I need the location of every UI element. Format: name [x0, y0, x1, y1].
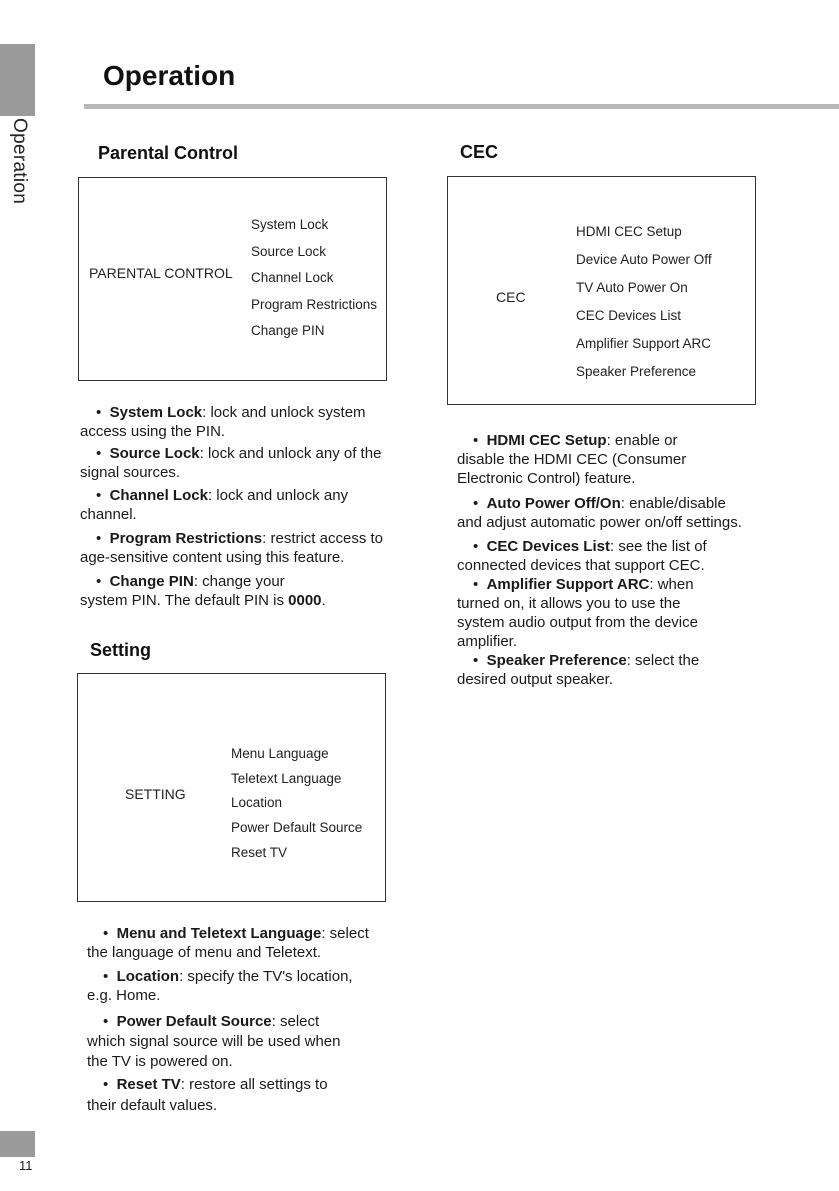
desc-menu-teletext-language: • Menu and Teletext Language: select the language of menu and Teletext. — [87, 925, 369, 961]
setting-menu-box — [77, 673, 386, 902]
setting-menu-list — [231, 742, 362, 866]
desc-term: Speaker Preference — [486, 652, 627, 669]
desc-term: Channel Lock — [109, 487, 208, 504]
desc-system-lock: • System Lock: lock and unlock system access using the PIN. — [80, 404, 366, 440]
desc-amplifier-support-arc: • Amplifier Support ARC: when turned on, it allows you to use the system audio output from the device amplifier. — [457, 576, 698, 650]
menu-item-location: Location — [231, 795, 283, 811]
desc-term: CEC Devices List — [486, 538, 610, 555]
menu-item-amplifier-support-arc: Amplifier Support ARC — [576, 336, 712, 351]
side-tab-marker — [0, 44, 35, 116]
cec-description — [457, 431, 802, 689]
desc-source-lock: • Source Lock: lock and unlock any of the signal sources. — [80, 445, 382, 481]
desc-change-pin: • Change PIN: change your system PIN. The default PIN is 0000. — [80, 573, 326, 609]
menu-item-cec-devices-list: CEC Devices List — [576, 308, 682, 323]
desc-power-default-source: • Power Default Source: select which signal source will be used when the TV is powered on. — [87, 1013, 341, 1070]
menu-item-power-default-source: Power Default Source — [231, 820, 363, 836]
page-title: Operation — [103, 60, 236, 91]
footer-tab-marker — [0, 1131, 35, 1157]
setting-title: Setting — [90, 640, 151, 660]
desc-location: • Location: specify the TV's location, e.g. Home. — [87, 968, 353, 1004]
desc-term: Program Restrictions — [109, 530, 263, 547]
desc-term: Auto Power Off/On — [486, 495, 621, 512]
parental-control-title: Parental Control — [98, 143, 239, 163]
desc-term: Reset TV — [116, 1076, 181, 1093]
setting-description — [87, 924, 427, 1116]
desc-term: Location — [116, 968, 180, 985]
desc-program-restrictions: • Program Restrictions: restrict access to age-sensitive content using this feature. — [80, 530, 384, 566]
desc-term: Menu and Teletext Language — [116, 925, 322, 942]
parental-control-box-label: PARENTAL CONTROL — [89, 265, 233, 281]
desc-term: Amplifier Support ARC — [486, 576, 650, 593]
desc-term: HDMI CEC Setup — [486, 432, 607, 449]
desc-speaker-preference: • Speaker Preference: select the desired output speaker. — [457, 652, 700, 688]
desc-term: Change PIN — [109, 573, 194, 590]
menu-item-change-pin: Change PIN — [251, 323, 325, 338]
menu-item-hdmi-cec-setup: HDMI CEC Setup — [576, 224, 682, 239]
menu-item-system-lock: System Lock — [251, 217, 329, 232]
menu-item-teletext-language: Teletext Language — [231, 770, 342, 786]
desc-reset-tv: • Reset TV: restore all settings to their default values. — [87, 1076, 328, 1114]
title-divider — [84, 104, 839, 109]
setting-box-label: SETTING — [125, 786, 186, 802]
parental-control-menu-box — [78, 177, 387, 381]
default-pin-value: 0000 — [288, 592, 322, 609]
menu-item-device-auto-power-off: Device Auto Power Off — [576, 252, 712, 267]
menu-item-menu-language: Menu Language — [231, 746, 329, 761]
side-section-label: Operation — [9, 118, 30, 205]
cec-menu-list — [576, 218, 712, 386]
menu-item-reset-tv: Reset TV — [231, 844, 288, 860]
menu-item-source-lock: Source Lock — [251, 243, 327, 259]
desc-hdmi-cec-setup: • HDMI CEC Setup: enable or disable the HDMI CEC (Consumer Electronic Control) feature. — [457, 432, 687, 487]
desc-auto-power-off-on: • Auto Power Off/On: enable/disable and adjust automatic power on/off settings. — [457, 495, 742, 531]
desc-cec-devices-list: • CEC Devices List: see the list of connected devices that support CEC. — [457, 538, 707, 574]
desc-term: Power Default Source — [116, 1013, 272, 1030]
desc-term: System Lock — [109, 404, 203, 421]
menu-item-speaker-preference: Speaker Preference — [576, 364, 697, 379]
page-number: 11 — [19, 1158, 33, 1173]
menu-item-program-restrictions: Program Restrictions — [251, 296, 378, 312]
menu-item-channel-lock: Channel Lock — [251, 270, 334, 285]
desc-term: Source Lock — [109, 445, 200, 462]
parental-control-menu-list — [251, 212, 377, 345]
cec-menu-box — [447, 176, 756, 405]
parental-control-description — [80, 403, 420, 610]
cec-title: CEC — [460, 142, 499, 162]
cec-box-label: CEC — [496, 289, 526, 305]
desc-channel-lock: • Channel Lock: lock and unlock any channel. — [80, 487, 349, 523]
menu-item-tv-auto-power-on: TV Auto Power On — [576, 280, 688, 295]
